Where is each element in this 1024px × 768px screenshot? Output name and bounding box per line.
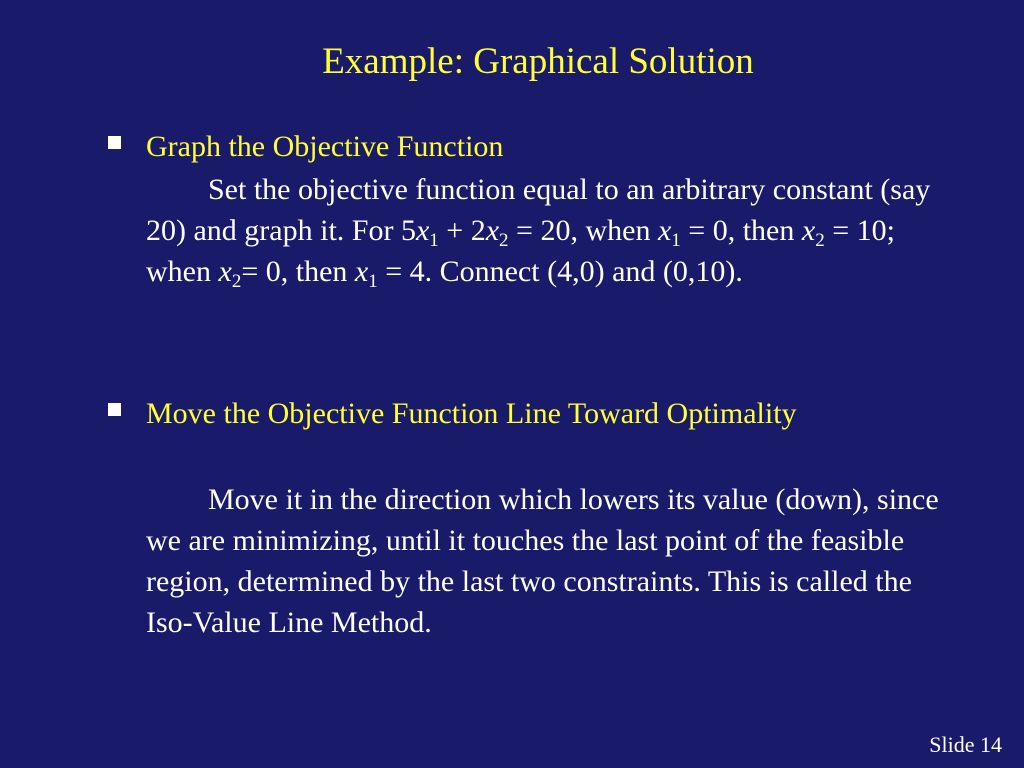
square-bullet-icon bbox=[108, 136, 121, 149]
variable: x bbox=[485, 214, 500, 247]
variable: x bbox=[218, 255, 232, 288]
text-run: = 0, then bbox=[680, 214, 802, 247]
subscript: 1 bbox=[671, 230, 681, 251]
variable: x bbox=[415, 214, 430, 247]
subscript: 2 bbox=[815, 230, 825, 251]
square-bullet-icon bbox=[108, 403, 121, 416]
text-run: = 10; when bbox=[146, 214, 895, 288]
text-run: + 2 bbox=[438, 214, 486, 247]
bullet-2-heading: Move the Objective Function Line Toward Optimality bbox=[146, 397, 797, 430]
variable: x bbox=[657, 214, 672, 247]
subscript: 1 bbox=[429, 230, 439, 251]
text-run: Move it in the direction which lowers its value (down), since we are minimizing, until it touches the last point of the feasible region, determined by the last two constraints. This is called the Iso-Value Line Method. bbox=[146, 483, 939, 639]
text-run: Set the objective function equal to an arbitrary constant (say 20) and graph it. For 5 bbox=[146, 173, 931, 247]
bullet-2-body bbox=[146, 479, 956, 643]
text-run: = 20, when bbox=[508, 214, 658, 247]
slide-number: Slide 14 bbox=[929, 732, 1002, 757]
slide-title: Example: Graphical Solution bbox=[322, 41, 754, 82]
variable: x bbox=[354, 255, 369, 288]
subscript: 2 bbox=[499, 230, 509, 251]
subscript: 2 bbox=[231, 271, 242, 292]
text-run: = 4. Connect (4,0) and (0,10). bbox=[377, 255, 743, 288]
bullet-1-body bbox=[146, 169, 956, 292]
text-run: = 0, then bbox=[241, 255, 355, 288]
variable: x bbox=[801, 214, 816, 247]
subscript: 1 bbox=[368, 271, 378, 292]
bullet-1-heading: Graph the Objective Function bbox=[146, 130, 504, 163]
